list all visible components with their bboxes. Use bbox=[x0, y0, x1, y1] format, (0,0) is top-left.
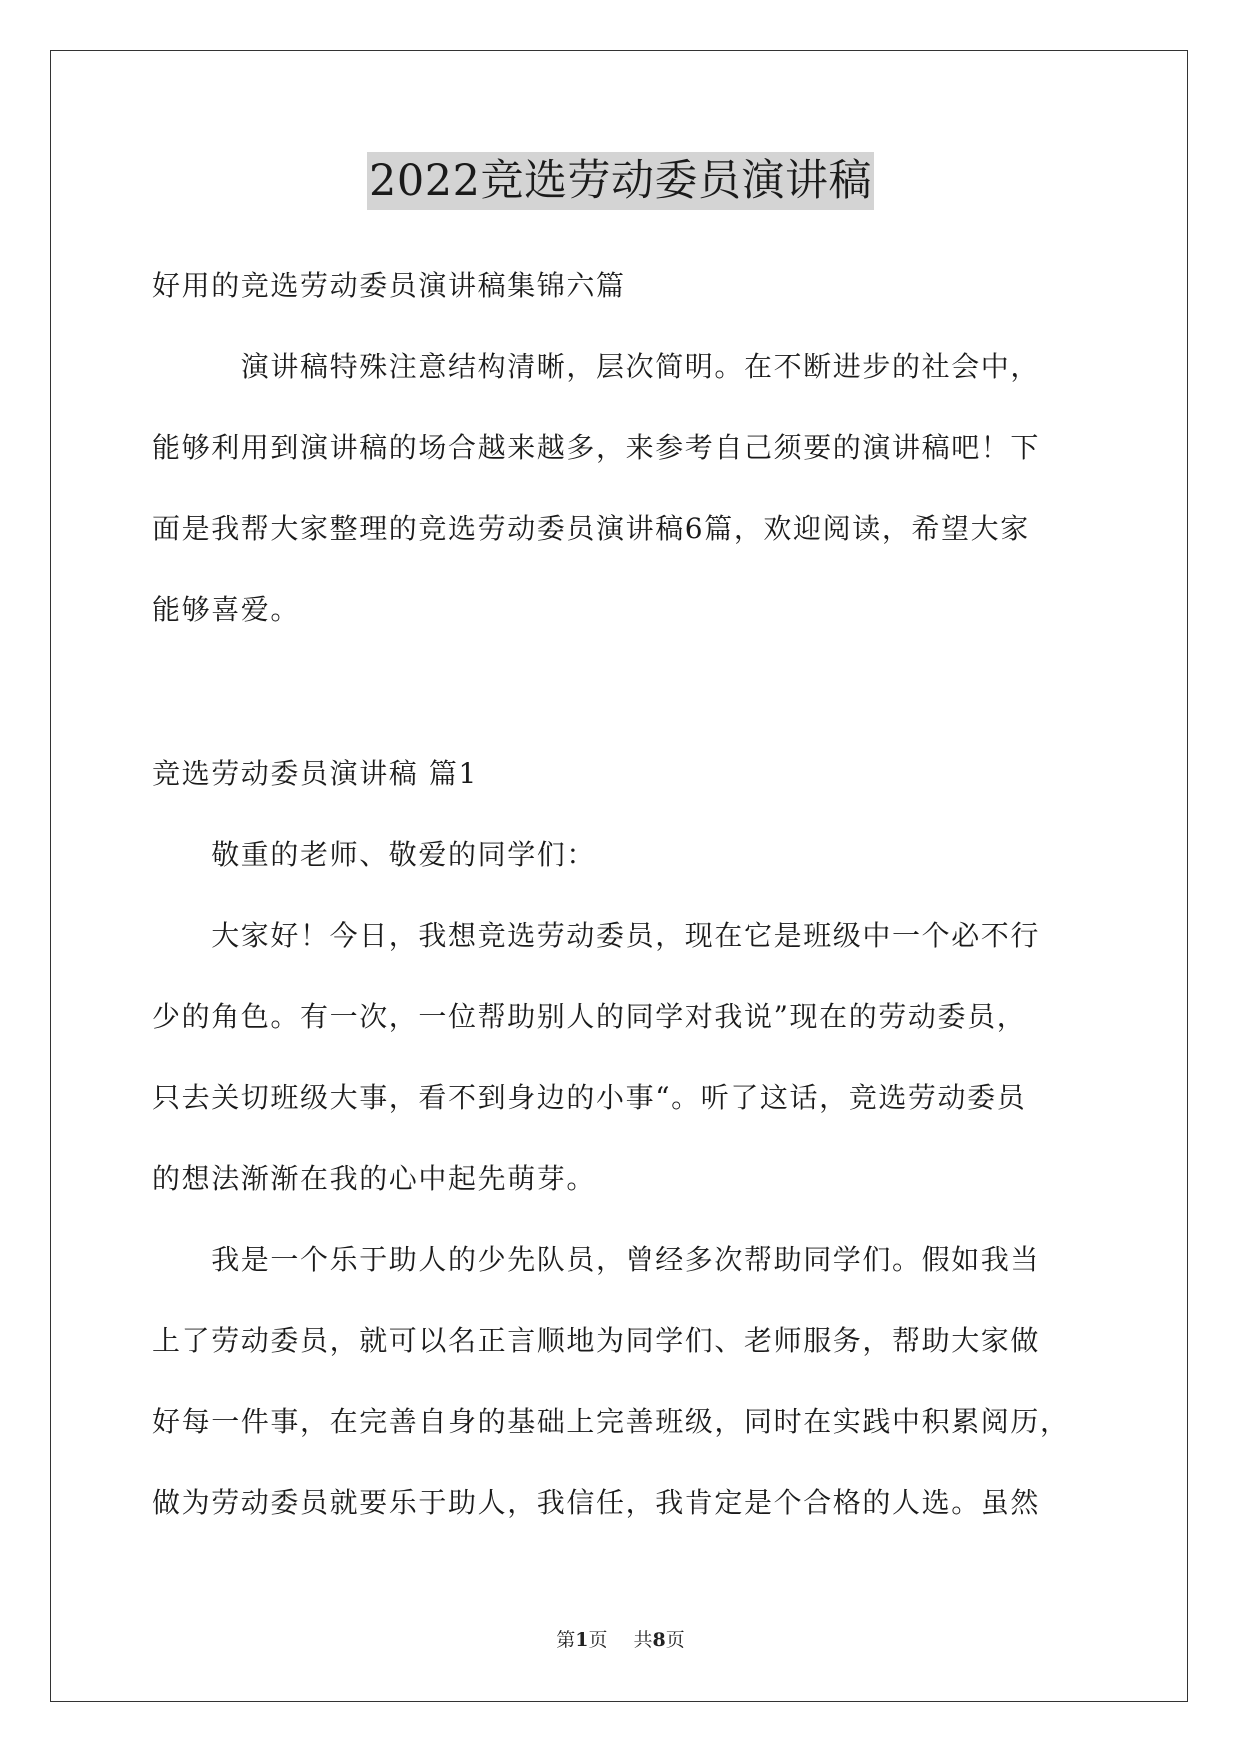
paragraph-line: 少的角色。有一次，一位帮助别人的同学对我说”现在的劳动委员， bbox=[152, 1000, 1027, 1033]
footer-total-suffix: 页 bbox=[665, 1629, 685, 1651]
paragraph-line: 能够喜爱。 bbox=[152, 593, 301, 626]
paragraph-line: 演讲稿特殊注意结构清晰，层次简明。在不断进步的社会中， bbox=[152, 350, 1041, 383]
salutation-line: 敬重的老师、敬爱的同学们： bbox=[152, 838, 597, 871]
section-heading: 竞选劳动委员演讲稿 篇1 bbox=[152, 757, 478, 790]
footer-page-suffix: 页 bbox=[588, 1629, 608, 1651]
page-footer bbox=[0, 1628, 1241, 1652]
paragraph-line: 面是我帮大家整理的竞选劳动委员演讲稿6篇，欢迎阅读，希望大家 bbox=[152, 512, 1030, 545]
paragraph-line: 大家好！今日，我想竞选劳动委员，现在它是班级中一个必不行 bbox=[152, 919, 1041, 952]
subtitle-line: 好用的竞选劳动委员演讲稿集锦六篇 bbox=[152, 269, 626, 302]
paragraph-line: 好每一件事，在完善自身的基础上完善班级，同时在实践中积累阅历， bbox=[152, 1405, 1070, 1438]
document-title: 2022竞选劳动委员演讲稿 bbox=[367, 152, 874, 210]
paragraph-line: 上了劳动委员，就可以名正言顺地为同学们、老师服务，帮助大家做 bbox=[152, 1324, 1041, 1357]
paragraph-line: 只去关切班级大事，看不到身边的小事“。听了这话，竞选劳动委员 bbox=[152, 1081, 1027, 1114]
paragraph-line: 的想法渐渐在我的心中起先萌芽。 bbox=[152, 1162, 597, 1195]
paragraph-line: 做为劳动委员就要乐于助人，我信任，我肯定是个合格的人选。虽然 bbox=[152, 1486, 1041, 1519]
footer-total-pages: 8 bbox=[652, 1629, 666, 1651]
title-wrap bbox=[0, 152, 1241, 210]
footer-total-prefix: 共 bbox=[633, 1629, 653, 1651]
paragraph-line: 能够利用到演讲稿的场合越来越多，来参考自己须要的演讲稿吧！下 bbox=[152, 431, 1041, 464]
paragraph-line: 我是一个乐于助人的少先队员，曾经多次帮助同学们。假如我当 bbox=[152, 1243, 1041, 1276]
footer-page-number: 1 bbox=[575, 1629, 589, 1651]
footer-prefix: 第 bbox=[556, 1629, 576, 1651]
